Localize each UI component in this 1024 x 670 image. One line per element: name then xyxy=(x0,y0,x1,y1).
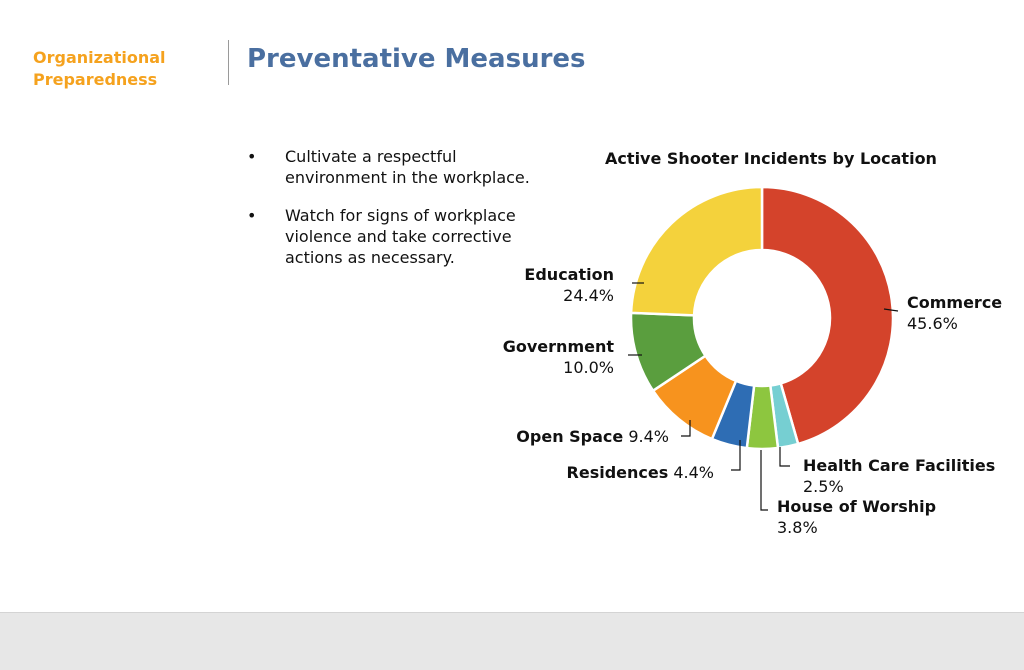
label-name-health-care-facilities: Health Care Facilities xyxy=(803,456,996,475)
bullet-text: Cultivate a respectful environment in the workplace. xyxy=(285,147,530,187)
label-value-government: 10.0% xyxy=(563,358,614,377)
leader-line-health-care-facilities xyxy=(780,447,790,466)
leader-line-house-of-worship xyxy=(761,450,768,510)
slice-education xyxy=(631,187,762,315)
label-name-commerce: Commerce xyxy=(907,293,1003,312)
label-education xyxy=(524,265,614,305)
label-residences xyxy=(567,463,714,482)
bullet-dot-icon: • xyxy=(247,206,257,225)
section-label: Organizational Preparedness xyxy=(33,48,166,89)
label-open-space xyxy=(516,427,669,446)
label-health-care-facilities xyxy=(803,456,995,496)
label-commerce xyxy=(907,293,1002,333)
chart-title: Active Shooter Incidents by Location xyxy=(605,149,937,168)
label-name-government: Government xyxy=(502,337,614,356)
label-name-education: Education xyxy=(524,265,614,284)
label-value-commerce: 45.6% xyxy=(907,314,958,333)
label-name-open-space: Open Space xyxy=(516,427,624,446)
label-name-residences: Residences xyxy=(566,463,669,482)
footer-band xyxy=(0,612,1024,670)
bullet-text: Watch for signs of workplace violence and take corrective actions as necessary. xyxy=(285,206,516,267)
page-title: Preventative Measures xyxy=(247,44,586,74)
label-value-open-space: 9.4% xyxy=(623,427,669,446)
label-value-education: 24.4% xyxy=(563,286,614,305)
label-value-residences: 4.4% xyxy=(668,463,714,482)
label-name-house-of-worship: House of Worship xyxy=(777,497,937,516)
label-government xyxy=(503,337,615,377)
label-value-house-of-worship: 3.8% xyxy=(777,518,818,537)
bullet-dot-icon: • xyxy=(247,147,257,166)
label-house-of-worship xyxy=(777,497,936,537)
label-value-health-care-facilities: 2.5% xyxy=(803,477,844,496)
